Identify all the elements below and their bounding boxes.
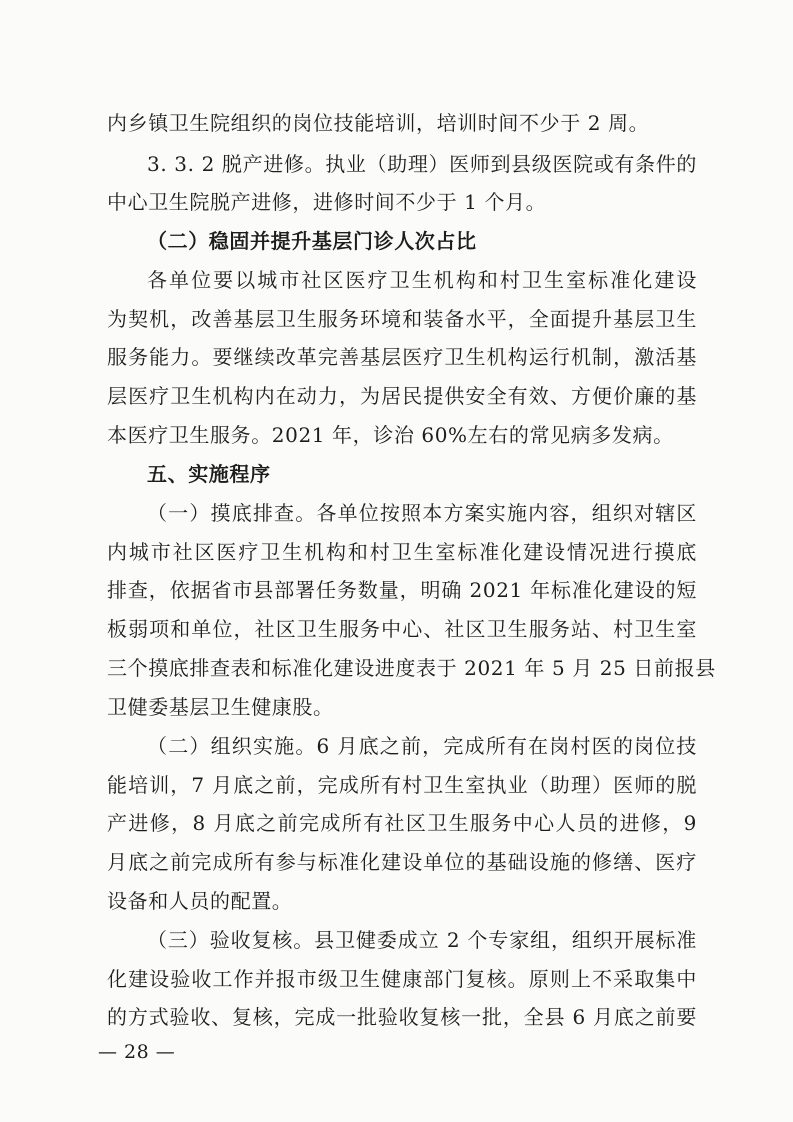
- text-line: 服务能力。要继续改革完善基层医疗卫生机构运行机制，激活基: [107, 345, 697, 369]
- text-line: 为契机，改善基层卫生服务环境和装备水平，全面提升基层卫生: [107, 307, 697, 331]
- text-line: 产进修，8 月底之前完成所有社区卫生服务中心人员的进修，9: [107, 811, 697, 835]
- text-line: （三）验收复核。县卫健委成立 2 个专家组，组织开展标准: [147, 928, 697, 952]
- text-line: 板弱项和单位，社区卫生服务中心、社区卫生服务站、村卫生室: [107, 617, 697, 641]
- text-line: 层医疗卫生机构内在动力，为居民提供安全有效、方便价廉的基: [107, 384, 697, 408]
- text-line: 排查，依据省市县部署任务数量，明确 2021 年标准化建设的短: [107, 578, 697, 602]
- text-line: 月底之前完成所有参与标准化建设单位的基础设施的修缮、医疗: [107, 850, 697, 874]
- chapter-heading: 五、实施程序: [147, 462, 271, 486]
- text-line: 化建设验收工作并报市级卫生健康部门复核。原则上不采取集中: [107, 967, 697, 991]
- text-line: 中心卫生院脱产进修，进修时间不少于 1 个月。: [107, 190, 547, 214]
- text-line: 卫健委基层卫生健康股。: [107, 695, 334, 719]
- text-line: 内城市社区医疗卫生机构和村卫生室标准化建设情况进行摸底: [107, 540, 697, 564]
- text-line: 内乡镇卫生院组织的岗位技能培训，培训时间不少于 2 周。: [107, 111, 650, 135]
- section-heading: （二）稳固并提升基层门诊人次占比: [147, 229, 477, 253]
- text-line: 本医疗卫生服务。2021 年，诊治 60%左右的常见病多发病。: [107, 423, 674, 447]
- page-number: — 28 —: [98, 1041, 176, 1063]
- text-line: 三个摸底排查表和标准化建设进度表于 2021 年 5 月 25 日前报县: [107, 656, 716, 680]
- text-line: 的方式验收、复核，完成一批验收复核一批，全县 6 月底之前要: [107, 1005, 697, 1029]
- text-line: 3. 3. 2 脱产进修。执业（助理）医师到县级医院或有条件的: [147, 152, 697, 176]
- text-line: 设备和人员的配置。: [107, 889, 293, 913]
- text-line: （二）组织实施。6 月底之前，完成所有在岗村医的岗位技: [147, 734, 697, 758]
- text-line: 能培训，7 月底之前，完成所有村卫生室执业（助理）医师的脱: [107, 773, 697, 797]
- text-line: （一）摸底排查。各单位按照本方案实施内容，组织对辖区: [147, 501, 697, 525]
- text-line: 各单位要以城市社区医疗卫生机构和村卫生室标准化建设: [147, 268, 697, 292]
